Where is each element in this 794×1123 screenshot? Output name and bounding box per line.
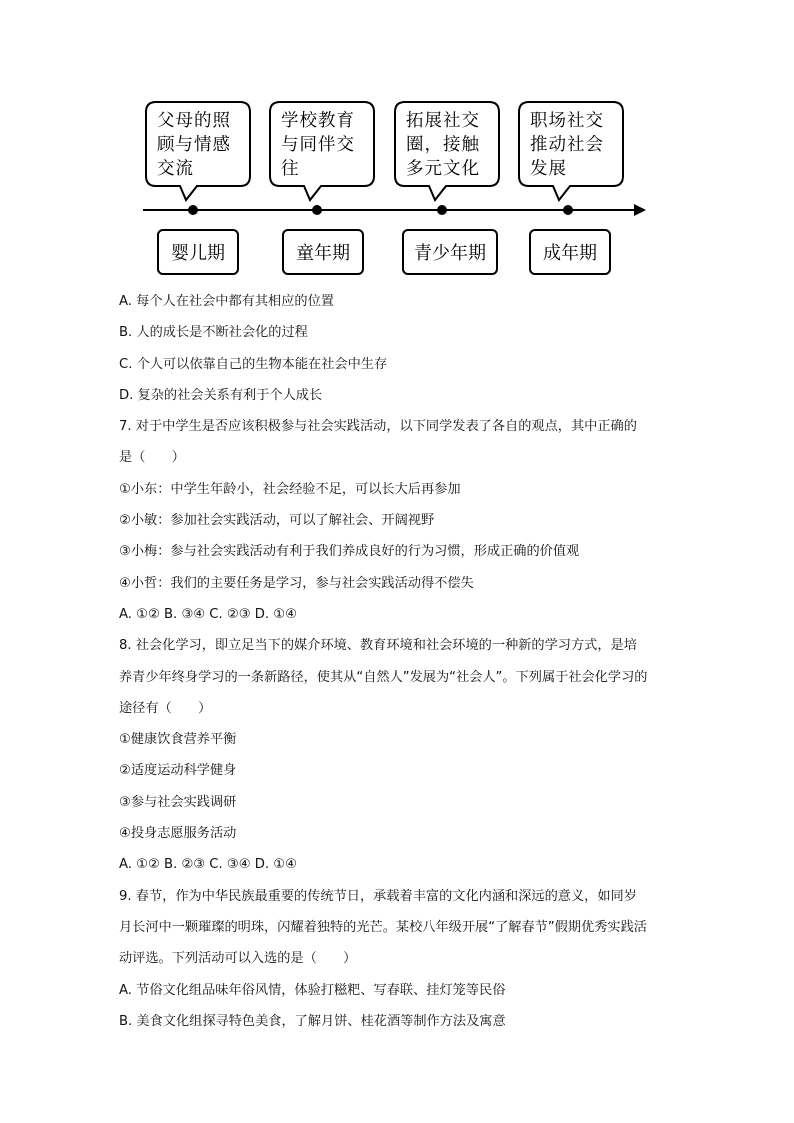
text-line: ①健康饮食营养平衡 [119,732,237,748]
stage-label-adolescence: 青少年期 [402,229,498,275]
timeline-dot-3 [437,205,447,215]
timeline-diagram [0,0,794,285]
text-line: 动评选。下列活动可以入选的是（ ） [119,951,357,967]
text-line: B. 人的成长是不断社会化的过程 [119,325,308,341]
text-line: A. ①② B. ③④ C. ②③ D. ①④ [119,606,297,622]
text-line: 月长河中一颗璀璨的明珠，闪耀着独特的光芒。某校八年级开展“了解春节”假期优秀实践活 [119,919,647,935]
text-line: 9. 春节，作为中华民族最重要的传统节日，承载着丰富的文化内涵和深远的意义，如同岁 [119,888,637,904]
text-line: ④小哲：我们的主要任务是学习，参与社会实践活动得不偿失 [119,575,474,591]
text-line: A. 节俗文化组品味年俗风情，体验打糍粑、写春联、挂灯笼等民俗 [119,982,506,998]
timeline-dot-1 [188,205,198,215]
text-line: B. 美食文化组探寻特色美食，了解月饼、桂花酒等制作方法及寓意 [119,1013,506,1029]
stage-label-infancy: 婴儿期 [157,229,239,275]
text-line: ③参与社会实践调研 [119,794,237,810]
text-line: 8. 社会化学习，即立足当下的媒介环境、教育环境和社会环境的一种新的学习方式，是培 [119,638,637,654]
text-line: ④投身志愿服务活动 [119,826,237,842]
timeline-graphic [0,0,794,285]
text-line: C. 个人可以依靠自己的生物本能在社会中生存 [119,356,388,372]
text-line: ③小梅：参与社会实践活动有利于我们养成良好的行为习惯，形成正确的价值观 [119,544,580,560]
text-line: ②适度运动科学健身 [119,763,237,779]
timeline-dot-4 [563,205,573,215]
text-line: 是（ ） [119,450,185,466]
question-text [119,286,689,1037]
stage-label-childhood: 童年期 [282,229,364,275]
text-line: ②小敏：参加社会实践活动，可以了解社会、开阔视野 [119,513,435,529]
text-line: 途径有（ ） [119,700,212,716]
text-line: 养青少年终身学习的一条新路径，使其从“自然人”发展为“社会人”。下列属于社会化学习的 [119,669,648,685]
stage-label-adulthood: 成年期 [529,229,611,275]
bubble-text-2: 学校教育 与同伴交 往 [281,111,355,179]
text-line: 7. 对于中学生是否应该积极参与社会实践活动，以下同学发表了各自的观点，其中正确的 [119,419,637,435]
text-line: ①小东：中学生年龄小，社会经验不足，可以长大后再参加 [119,481,461,497]
bubble-text-1: 父母的照 顾与情感 交流 [157,111,231,179]
text-line: A. 每个人在社会中都有其相应的位置 [119,294,334,309]
timeline-dot-2 [312,205,322,215]
text-line: D. 复杂的社会关系有利于个人成长 [119,387,323,403]
text-line: A. ①② B. ②③ C. ③④ D. ①④ [119,857,297,873]
bubble-text-3: 拓展社交 圈，接触 多元文化 [406,111,480,179]
timeline-arrow-head [634,204,646,216]
bubble-text-4: 职场社交 推动社会 发展 [530,111,604,179]
